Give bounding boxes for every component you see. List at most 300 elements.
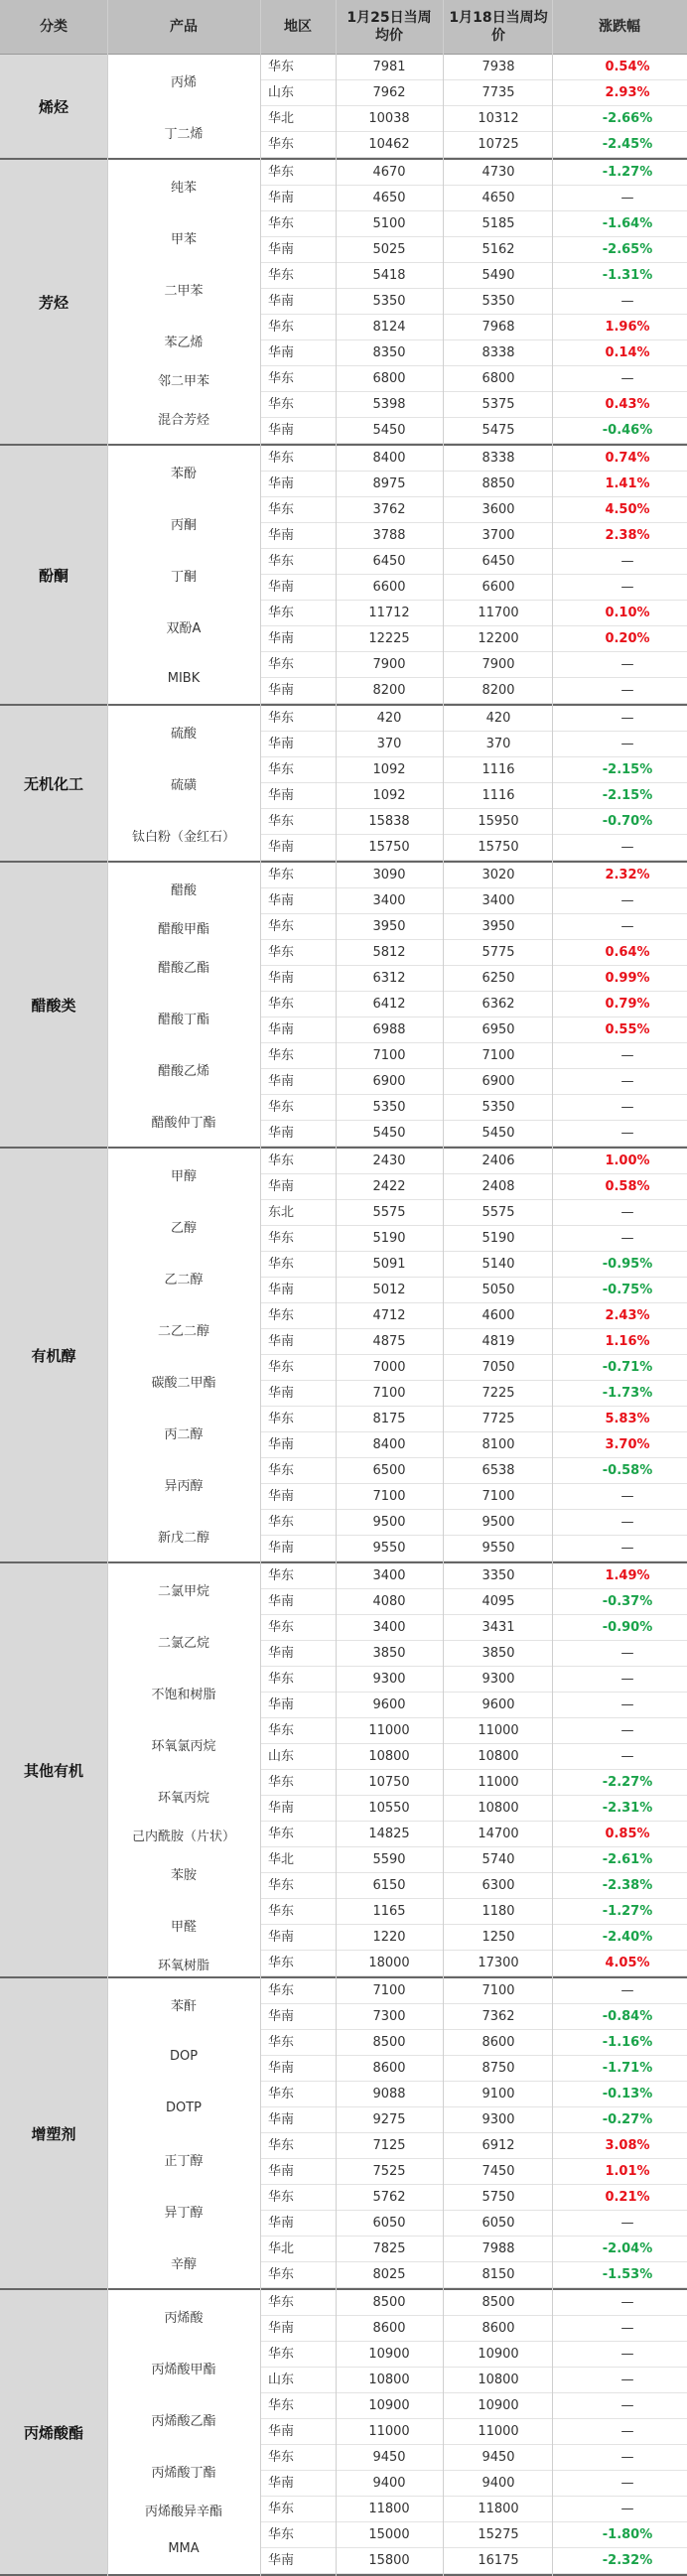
change-cell: -0.70% — [602, 814, 653, 829]
price-last-week-cell: 4600 — [481, 1308, 515, 1323]
change-cell: — — [620, 1697, 634, 1712]
region-cell: 华南 — [268, 1489, 295, 1504]
price-this-week-cell: 10038 — [368, 111, 410, 126]
region-cell: 华东 — [268, 1515, 295, 1530]
price-last-week-cell: 4819 — [481, 1334, 515, 1349]
change-cell: -0.95% — [602, 1257, 653, 1272]
price-this-week-cell: 6150 — [372, 1878, 406, 1893]
price-last-week-cell: 15750 — [478, 840, 519, 855]
price-this-week-cell: 9500 — [372, 1515, 406, 1530]
price-last-week-cell: 9600 — [481, 1697, 515, 1712]
region-cell: 华南 — [268, 1594, 295, 1609]
change-cell: 0.99% — [605, 971, 650, 986]
change-cell: 2.43% — [605, 1308, 650, 1323]
price-last-week-cell: 5775 — [481, 945, 515, 960]
change-cell: — — [620, 1983, 634, 1998]
price-last-week-cell: 370 — [485, 737, 511, 751]
price-this-week-cell: 5418 — [372, 268, 406, 283]
header-category: 分类 — [40, 19, 68, 35]
change-cell: -0.75% — [602, 1283, 653, 1297]
product-name: 环氧丙烷 — [157, 1790, 209, 1806]
change-cell: -1.16% — [602, 2035, 653, 2050]
price-this-week-cell: 12225 — [368, 631, 410, 646]
price-this-week-cell: 3788 — [372, 528, 406, 543]
price-this-week-cell: 6500 — [372, 1463, 406, 1478]
price-last-week-cell: 6900 — [481, 1074, 515, 1089]
price-this-week-cell: 4670 — [372, 165, 406, 180]
region-cell: 山东 — [268, 1749, 295, 1764]
price-this-week-cell: 15800 — [368, 2553, 410, 2568]
region-cell: 华东 — [268, 165, 295, 180]
price-this-week-cell: 8200 — [372, 683, 406, 698]
product-name: 碳酸二甲酯 — [151, 1375, 216, 1391]
region-cell: 华南 — [268, 345, 295, 360]
region-cell: 华东 — [268, 397, 295, 412]
region-cell: 华南 — [268, 191, 295, 205]
price-this-week-cell: 9275 — [372, 2112, 406, 2127]
price-this-week-cell: 8600 — [372, 2061, 406, 2076]
price-this-week-cell: 11800 — [368, 2502, 410, 2516]
price-last-week-cell: 5750 — [481, 2190, 515, 2205]
change-cell: — — [620, 2295, 634, 2310]
price-this-week-cell: 7900 — [372, 657, 406, 672]
price-last-week-cell: 7725 — [481, 1412, 515, 1426]
region-cell: 华东 — [268, 554, 295, 569]
change-cell: — — [620, 554, 634, 569]
region-cell: 华东 — [268, 2087, 295, 2101]
region-cell: 华东 — [268, 320, 295, 335]
change-cell: 1.41% — [605, 476, 650, 491]
region-cell: 华北 — [268, 111, 295, 126]
price-last-week-cell: 10800 — [478, 1749, 519, 1764]
region-cell: 华南 — [268, 580, 295, 595]
price-last-week-cell: 9400 — [481, 2476, 515, 2491]
change-cell: — — [620, 2347, 634, 2362]
price-last-week-cell: 1250 — [481, 1930, 515, 1945]
price-this-week-cell: 3400 — [372, 893, 406, 908]
category-name: 增塑剂 — [0, 1978, 107, 2290]
region-cell: 华东 — [268, 1360, 295, 1375]
price-this-week-cell: 6988 — [372, 1022, 406, 1037]
product-name: 甲苯 — [170, 231, 197, 247]
price-this-week-cell: 6312 — [372, 971, 406, 986]
price-this-week-cell: 8175 — [372, 1412, 406, 1426]
price-this-week-cell: 5762 — [372, 2190, 406, 2205]
price-this-week-cell: 8350 — [372, 345, 406, 360]
change-cell: -2.66% — [602, 111, 653, 126]
change-cell: 0.10% — [605, 606, 650, 620]
region-cell: 华东 — [268, 1568, 295, 1583]
change-cell: 2.38% — [605, 528, 650, 543]
price-last-week-cell: 6950 — [481, 1022, 515, 1037]
table-header — [0, 0, 687, 55]
change-cell: — — [620, 1723, 634, 1738]
change-cell: — — [620, 919, 634, 934]
price-this-week-cell: 2430 — [372, 1153, 406, 1168]
region-cell: 华东 — [268, 2527, 295, 2542]
price-this-week-cell: 1165 — [372, 1904, 406, 1919]
region-cell: 华南 — [268, 1126, 295, 1141]
product-name: 甲醛 — [170, 1919, 197, 1935]
change-cell: -1.73% — [602, 1386, 653, 1401]
price-last-week-cell: 9100 — [481, 2087, 515, 2101]
change-cell: -2.15% — [602, 788, 653, 803]
region-cell: 华南 — [268, 2112, 295, 2127]
region-cell: 华东 — [268, 868, 295, 882]
price-this-week-cell: 5450 — [372, 423, 406, 438]
region-cell: 华东 — [268, 1878, 295, 1893]
category-name: 有机醇 — [0, 1149, 107, 1563]
price-this-week-cell: 6412 — [372, 997, 406, 1012]
change-cell: 1.49% — [605, 1568, 650, 1583]
category-name: 其他有机 — [0, 1563, 107, 1978]
header-price-last-week: 1月18日当周均 价 — [449, 10, 548, 44]
change-cell: — — [620, 1126, 634, 1141]
price-this-week-cell: 10750 — [368, 1775, 410, 1790]
region-cell: 华南 — [268, 1437, 295, 1452]
region-cell: 华南 — [268, 2009, 295, 2024]
price-this-week-cell: 370 — [376, 737, 402, 751]
change-cell: -1.27% — [602, 165, 653, 180]
change-cell: — — [620, 1048, 634, 1063]
region-cell: 华东 — [268, 997, 295, 1012]
region-cell: 华南 — [268, 528, 295, 543]
price-last-week-cell: 5450 — [481, 1126, 515, 1141]
column-divider — [107, 0, 108, 2576]
price-this-week-cell: 1092 — [372, 788, 406, 803]
product-name: 乙二醇 — [164, 1272, 204, 1288]
region-cell: 华东 — [268, 814, 295, 829]
price-last-week-cell: 6300 — [481, 1878, 515, 1893]
region-cell: 华东 — [268, 762, 295, 777]
region-cell: 华东 — [268, 1257, 295, 1272]
change-cell: — — [620, 2321, 634, 2336]
change-cell: 0.54% — [605, 60, 650, 74]
change-cell: 0.74% — [605, 451, 650, 466]
region-cell: 华南 — [268, 1283, 295, 1297]
price-last-week-cell: 7362 — [481, 2009, 515, 2024]
region-cell: 华南 — [268, 2553, 295, 2568]
price-last-week-cell: 8600 — [481, 2035, 515, 2050]
price-last-week-cell: 6600 — [481, 580, 515, 595]
region-cell: 华南 — [268, 788, 295, 803]
region-cell: 华南 — [268, 1697, 295, 1712]
price-last-week-cell: 7450 — [481, 2164, 515, 2179]
price-last-week-cell: 8100 — [481, 1437, 515, 1452]
region-cell: 华北 — [268, 2241, 295, 2256]
category-name: 芳烃 — [0, 160, 107, 446]
product-name: 丙烯酸异辛酯 — [144, 2504, 222, 2519]
price-last-week-cell: 5162 — [481, 242, 515, 257]
change-cell: -0.71% — [602, 1360, 653, 1375]
price-this-week-cell: 5350 — [372, 1100, 406, 1115]
price-this-week-cell: 5450 — [372, 1126, 406, 1141]
price-this-week-cell: 6800 — [372, 371, 406, 386]
price-this-week-cell: 5575 — [372, 1205, 406, 1220]
change-cell: — — [620, 893, 634, 908]
price-last-week-cell: 7938 — [481, 60, 515, 74]
change-cell: 0.79% — [605, 997, 650, 1012]
price-this-week-cell: 1220 — [372, 1930, 406, 1945]
region-cell: 华东 — [268, 1231, 295, 1246]
region-cell: 华东 — [268, 60, 295, 74]
product-name: DOP — [169, 2048, 199, 2064]
product-name: 混合芳烃 — [157, 412, 209, 428]
price-last-week-cell: 10900 — [478, 2398, 519, 2413]
change-cell: — — [620, 371, 634, 386]
price-last-week-cell: 16175 — [478, 2553, 519, 2568]
change-cell: — — [620, 1231, 634, 1246]
column-divider — [443, 0, 444, 2576]
product-name: 异丙醇 — [164, 1478, 204, 1494]
category-name: 丙烯酸酯 — [0, 2290, 107, 2576]
price-last-week-cell: 7988 — [481, 2241, 515, 2256]
product-name: 丙二醇 — [164, 1426, 204, 1442]
price-last-week-cell: 14700 — [478, 1827, 519, 1841]
product-name: 二氯乙烷 — [157, 1635, 209, 1651]
product-name: 硫磺 — [170, 777, 197, 793]
change-cell: 4.50% — [605, 502, 650, 517]
product-name: 异丁醇 — [164, 2205, 204, 2221]
region-cell: 华南 — [268, 840, 295, 855]
price-this-week-cell: 8500 — [372, 2295, 406, 2310]
region-cell: 华南 — [268, 1022, 295, 1037]
price-last-week-cell: 10800 — [478, 1801, 519, 1816]
change-cell: 0.85% — [605, 1827, 650, 1841]
price-this-week-cell: 2422 — [372, 1179, 406, 1194]
price-this-week-cell: 7100 — [372, 1983, 406, 1998]
price-last-week-cell: 12200 — [478, 631, 519, 646]
price-this-week-cell: 5812 — [372, 945, 406, 960]
product-name: 苯胺 — [170, 1867, 197, 1883]
change-cell: 1.00% — [605, 1153, 650, 1168]
change-cell: -2.65% — [602, 242, 653, 257]
price-last-week-cell: 8200 — [481, 683, 515, 698]
price-last-week-cell: 7968 — [481, 320, 515, 335]
change-cell: 5.83% — [605, 1412, 650, 1426]
price-last-week-cell: 4730 — [481, 165, 515, 180]
change-cell: — — [620, 2398, 634, 2413]
price-last-week-cell: 3600 — [481, 502, 515, 517]
region-cell: 华南 — [268, 737, 295, 751]
region-cell: 华东 — [268, 2138, 295, 2153]
region-cell: 华南 — [268, 2321, 295, 2336]
product-name: 丁酮 — [170, 569, 197, 585]
change-cell: 4.05% — [605, 1956, 650, 1970]
product-name: 新戊二醇 — [157, 1530, 209, 1546]
product-name: 丙烯酸乙酯 — [151, 2413, 216, 2429]
change-cell: -2.32% — [602, 2553, 653, 2568]
region-cell: 华南 — [268, 631, 295, 646]
region-cell: 华南 — [268, 1386, 295, 1401]
change-cell: -2.04% — [602, 2241, 653, 2256]
product-name: 正丁醇 — [164, 2153, 204, 2169]
price-last-week-cell: 5140 — [481, 1257, 515, 1272]
price-last-week-cell: 11000 — [478, 2424, 519, 2439]
region-cell: 华东 — [268, 2502, 295, 2516]
change-cell: -0.90% — [602, 1620, 653, 1635]
price-this-week-cell: 3762 — [372, 502, 406, 517]
product-name: 苯酚 — [170, 466, 197, 481]
price-this-week-cell: 9088 — [372, 2087, 406, 2101]
change-cell: 1.96% — [605, 320, 650, 335]
region-cell: 华北 — [268, 1852, 295, 1867]
price-last-week-cell: 11000 — [478, 1775, 519, 1790]
change-cell: — — [620, 1672, 634, 1687]
price-this-week-cell: 10550 — [368, 1801, 410, 1816]
price-last-week-cell: 10800 — [478, 2373, 519, 2387]
product-name: 丙烯酸丁酯 — [151, 2465, 216, 2481]
price-last-week-cell: 5475 — [481, 423, 515, 438]
change-cell: 0.64% — [605, 945, 650, 960]
product-name: 环氧氯丙烷 — [151, 1738, 216, 1754]
price-last-week-cell: 8500 — [481, 2295, 515, 2310]
region-cell: 华东 — [268, 1672, 295, 1687]
price-this-week-cell: 3850 — [372, 1646, 406, 1661]
region-cell: 华南 — [268, 1541, 295, 1556]
price-this-week-cell: 8025 — [372, 2267, 406, 2282]
price-this-week-cell: 15750 — [368, 840, 410, 855]
price-last-week-cell: 6450 — [481, 554, 515, 569]
change-cell: -2.38% — [602, 1878, 653, 1893]
change-cell: -2.40% — [602, 1930, 653, 1945]
change-cell: 3.08% — [605, 2138, 650, 2153]
price-this-week-cell: 3400 — [372, 1620, 406, 1635]
price-last-week-cell: 1116 — [481, 788, 515, 803]
change-cell: — — [620, 1749, 634, 1764]
price-last-week-cell: 6050 — [481, 2216, 515, 2231]
header-change: 涨跌幅 — [599, 19, 640, 35]
price-this-week-cell: 9450 — [372, 2450, 406, 2465]
price-last-week-cell: 6800 — [481, 371, 515, 386]
price-last-week-cell: 5185 — [481, 216, 515, 231]
price-last-week-cell: 5350 — [481, 1100, 515, 1115]
product-name: 丁二烯 — [164, 126, 204, 142]
region-cell: 山东 — [268, 85, 295, 100]
price-last-week-cell: 5490 — [481, 268, 515, 283]
region-cell: 华东 — [268, 2398, 295, 2413]
region-cell: 华东 — [268, 1723, 295, 1738]
change-cell: — — [620, 2424, 634, 2439]
price-last-week-cell: 6362 — [481, 997, 515, 1012]
change-cell: — — [620, 1205, 634, 1220]
region-cell: 华东 — [268, 1956, 295, 1970]
product-name: 双酚A — [166, 620, 202, 636]
price-this-week-cell: 3090 — [372, 868, 406, 882]
product-name: 丙烯酸 — [164, 2310, 204, 2326]
product-name: 甲醇 — [170, 1168, 197, 1184]
region-cell: 华南 — [268, 2424, 295, 2439]
region-cell: 华南 — [268, 476, 295, 491]
region-cell: 华南 — [268, 1179, 295, 1194]
change-cell: — — [620, 711, 634, 726]
header-product: 产品 — [170, 19, 198, 35]
price-last-week-cell: 8750 — [481, 2061, 515, 2076]
region-cell: 华东 — [268, 2035, 295, 2050]
product-name: 己内酰胺（片状） — [131, 1829, 235, 1844]
price-this-week-cell: 8600 — [372, 2321, 406, 2336]
price-last-week-cell: 9300 — [481, 1672, 515, 1687]
price-last-week-cell: 5575 — [481, 1205, 515, 1220]
region-cell: 华东 — [268, 657, 295, 672]
change-cell: 0.58% — [605, 1179, 650, 1194]
price-this-week-cell: 10900 — [368, 2398, 410, 2413]
price-last-week-cell: 1116 — [481, 762, 515, 777]
price-this-week-cell: 4080 — [372, 1594, 406, 1609]
price-last-week-cell: 3350 — [481, 1568, 515, 1583]
price-this-week-cell: 5350 — [372, 294, 406, 309]
region-cell: 华东 — [268, 137, 295, 152]
price-last-week-cell: 7100 — [481, 1489, 515, 1504]
price-this-week-cell: 5398 — [372, 397, 406, 412]
region-cell: 华东 — [268, 2295, 295, 2310]
region-cell: 华南 — [268, 2164, 295, 2179]
product-name: 醋酸乙酯 — [157, 960, 209, 976]
product-name: 醋酸甲酯 — [157, 921, 209, 937]
product-name: 硫酸 — [170, 726, 197, 742]
price-this-week-cell: 7125 — [372, 2138, 406, 2153]
price-last-week-cell: 7225 — [481, 1386, 515, 1401]
price-this-week-cell: 5012 — [372, 1283, 406, 1297]
price-this-week-cell: 8975 — [372, 476, 406, 491]
price-this-week-cell: 8400 — [372, 451, 406, 466]
price-this-week-cell: 9550 — [372, 1541, 406, 1556]
product-name: 醋酸仲丁酯 — [151, 1115, 216, 1131]
price-last-week-cell: 8338 — [481, 451, 515, 466]
price-last-week-cell: 10900 — [478, 2347, 519, 2362]
region-cell: 华东 — [268, 606, 295, 620]
region-cell: 华南 — [268, 683, 295, 698]
price-last-week-cell: 15950 — [478, 814, 519, 829]
price-last-week-cell: 5190 — [481, 1231, 515, 1246]
column-divider — [336, 0, 337, 2576]
product-name: 邻二甲苯 — [157, 373, 209, 389]
price-this-week-cell: 11000 — [368, 1723, 410, 1738]
price-last-week-cell: 11000 — [478, 1723, 519, 1738]
price-last-week-cell: 7735 — [481, 85, 515, 100]
price-last-week-cell: 11700 — [478, 606, 519, 620]
region-cell: 华东 — [268, 216, 295, 231]
price-this-week-cell: 11000 — [368, 2424, 410, 2439]
price-this-week-cell: 4650 — [372, 191, 406, 205]
category-name: 烯烃 — [0, 55, 107, 160]
price-this-week-cell: 10462 — [368, 137, 410, 152]
change-cell: -0.27% — [602, 2112, 653, 2127]
price-this-week-cell: 6900 — [372, 1074, 406, 1089]
price-last-week-cell: 3431 — [481, 1620, 515, 1635]
price-last-week-cell: 4095 — [481, 1594, 515, 1609]
change-cell: -1.27% — [602, 1904, 653, 1919]
region-cell: 华东 — [268, 1904, 295, 1919]
change-cell: -1.31% — [602, 268, 653, 283]
price-this-week-cell: 6600 — [372, 580, 406, 595]
price-this-week-cell: 10800 — [368, 2373, 410, 2387]
region-cell: 华南 — [268, 1334, 295, 1349]
price-last-week-cell: 1180 — [481, 1904, 515, 1919]
change-cell: — — [620, 2476, 634, 2491]
region-cell: 华东 — [268, 451, 295, 466]
change-cell: -0.13% — [602, 2087, 653, 2101]
region-cell: 华南 — [268, 2061, 295, 2076]
price-this-week-cell: 18000 — [368, 1956, 410, 1970]
change-cell: — — [620, 683, 634, 698]
price-this-week-cell: 7525 — [372, 2164, 406, 2179]
product-name: MIBK — [167, 670, 201, 686]
region-cell: 华东 — [268, 1100, 295, 1115]
price-this-week-cell: 10900 — [368, 2347, 410, 2362]
price-last-week-cell: 6250 — [481, 971, 515, 986]
region-cell: 华南 — [268, 1074, 295, 1089]
